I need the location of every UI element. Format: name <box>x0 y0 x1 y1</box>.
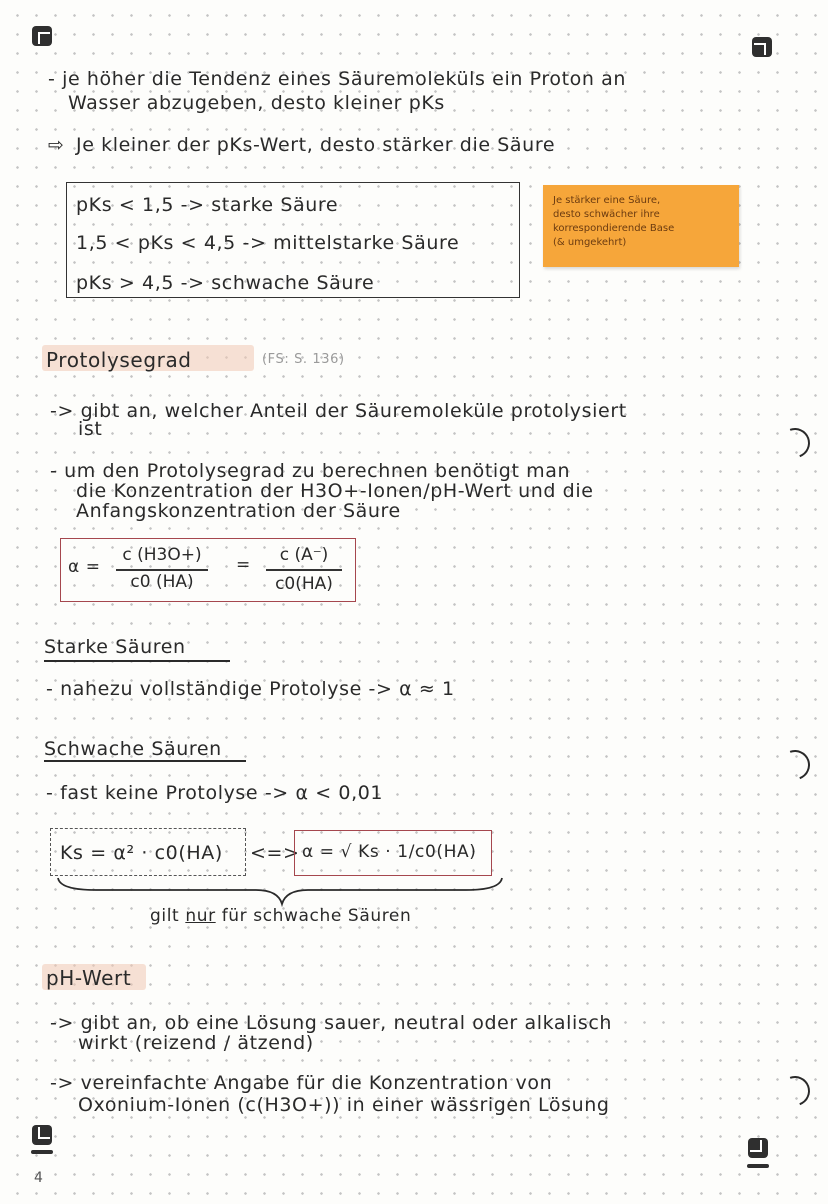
brace-note-emphasis: nur <box>185 906 216 926</box>
text-line: Oxonium-Ionen (c(H3O+)) in einer wässrigen Lösung <box>78 1094 610 1116</box>
text-line: die Konzentration der H3O+-Ionen/pH-Wert und die <box>76 480 594 502</box>
corner-marker-top-right <box>752 37 772 57</box>
sticky-note-line: Je stärker eine Säure, <box>553 195 661 206</box>
sticky-note-line: korrespondierende Base <box>553 223 675 234</box>
binder-ring <box>775 1071 815 1111</box>
brace-note-text: für schwache Säuren <box>221 906 412 926</box>
pks-row: 1,5 < pKs < 4,5 -> mittelstarke Säure <box>76 232 460 254</box>
fraction-line <box>116 569 208 571</box>
text-line: wirkt (reizend / ätzend) <box>78 1032 314 1054</box>
text-line: -> gibt an, ob eine Lösung sauer, neutral oder alkalisch <box>50 1012 613 1034</box>
corner-marker-top-left <box>32 26 52 46</box>
binder-ring <box>775 745 815 785</box>
alpha-sqrt-formula: α = √ Ks · 1/c0(HA) <box>302 842 477 862</box>
fraction-numerator: c (H3O+) <box>122 545 202 565</box>
formula-equals: = <box>236 555 251 575</box>
book-reference: (FS: S. 136) <box>262 352 345 367</box>
key-statement: Je kleiner der pKs-Wert, desto stärker die Säure <box>76 134 556 156</box>
corner-marker-bottom-right <box>748 1138 768 1158</box>
text-line: -> vereinfachte Angabe für die Konzentration von <box>50 1072 553 1094</box>
corner-marker-bottom-left <box>32 1125 52 1145</box>
fraction-denominator: c0 (HA) <box>130 572 194 592</box>
section-heading: Starke Säuren <box>44 636 186 658</box>
section-heading: Schwache Säuren <box>44 738 222 760</box>
text-line: Wasser abzugeben, desto kleiner pKs <box>68 92 445 114</box>
sticky-note-line: desto schwächer ihre <box>553 209 660 220</box>
sticky-note-line: (& umgekehrt) <box>553 237 627 248</box>
pks-row: pKs < 1,5 -> starke Säure <box>76 194 339 216</box>
corner-marker-bar <box>31 1150 53 1154</box>
sticky-note <box>543 185 739 267</box>
section-heading: pH-Wert <box>46 966 132 990</box>
text-line: - nahezu vollständige Protolyse -> α ≈ 1 <box>46 678 455 700</box>
formula-lhs: α = <box>68 557 101 577</box>
text-line: - je höher die Tendenz eines Säuremoleküls ein Proton an <box>48 68 627 90</box>
brace-note-text: gilt <box>150 906 180 926</box>
section-heading: Protolysegrad <box>46 348 192 372</box>
fraction-line <box>266 569 342 571</box>
page-number: 4 <box>34 1170 44 1186</box>
arrow-icon: ⇨ <box>48 134 65 156</box>
text-line: - um den Protolysegrad zu berechnen benötigt man <box>50 460 571 482</box>
binder-ring <box>775 423 815 463</box>
ks-formula: Ks = α² · c0(HA) <box>60 842 223 864</box>
equivalence-symbol: <=> <box>250 842 300 864</box>
heading-underline <box>44 760 246 762</box>
heading-underline <box>44 660 230 662</box>
brace-note <box>150 906 411 926</box>
curly-brace <box>56 876 506 908</box>
text-line: -> gibt an, welcher Anteil der Säuremoleküle protolysiert <box>50 400 627 422</box>
text-line: ist <box>78 418 103 440</box>
text-line: - fast keine Protolyse -> α < 0,01 <box>46 782 384 804</box>
corner-marker-bar <box>747 1164 769 1168</box>
fraction-denominator: c0(HA) <box>275 574 333 594</box>
text-line: Anfangskonzentration der Säure <box>76 500 401 522</box>
fraction-numerator: c (A⁻) <box>279 545 329 565</box>
pks-row: pKs > 4,5 -> schwache Säure <box>76 272 375 294</box>
